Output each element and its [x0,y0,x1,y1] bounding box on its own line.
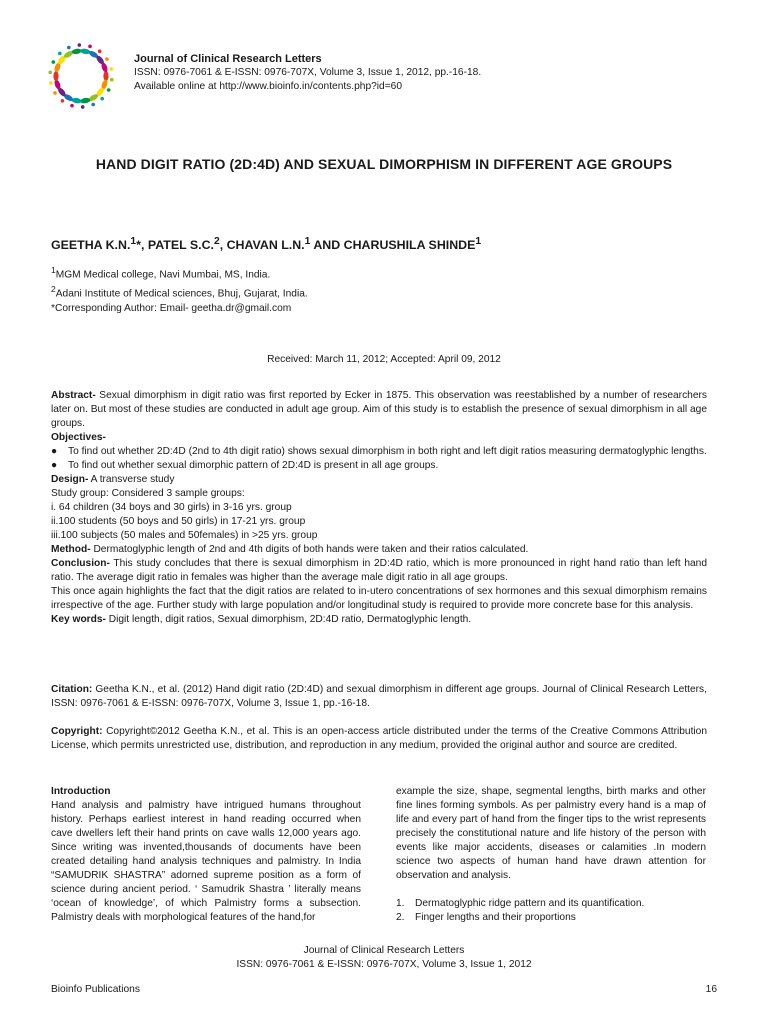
objectives-label: Objectives- [51,432,106,443]
affiliation-number: 2 [51,284,56,295]
copyright-label: Copyright: [51,726,103,737]
logo-figure-head [61,99,65,103]
study-group-item: i. 64 children (34 boys and 30 girls) in 3-16 yrs. group [51,502,292,513]
keywords-label: Key words- [51,614,106,625]
introduction-heading: Introduction [51,786,111,797]
study-group-line: Study group: Considered 3 sample groups: [51,488,245,499]
logo-figure-head [52,60,56,64]
list-text: Finger lengths and their proportions [415,912,576,923]
copyright-text: Copyright©2012 Geetha K.N., et al. This is an open-access article distributed under the terms of the Creative Commons Attribution License, which permits unrestricted use, distribution, and reproduction in any medium, provided the original author and source are credited. [51,726,707,751]
method-paragraph [51,543,707,557]
conclusion-label: Conclusion- [51,558,110,569]
author-affiliation-mark: 1 [475,236,482,247]
author-name: CHAVAN L.N. [226,238,305,253]
list-item [396,897,706,911]
design-paragraph [51,473,707,487]
introduction-right-column [396,785,706,925]
journal-title: Journal of Clinical Research Letters [134,53,322,65]
logo-figure [71,97,82,104]
logo-figure-head [81,105,85,109]
bullet-icon: ● [51,460,58,471]
method-text: Dermatoglyphic length of 2nd and 4th digits of both hands were taken and their ratios calculated. [90,544,529,555]
author-separator: , [219,238,227,253]
logo-figure-head [48,70,52,74]
logo-figure-head [100,97,104,101]
keywords-text: Digit length, digit ratios, Sexual dimorphism, 2D:4D ratio, Dermatoglyphic length. [105,614,472,625]
received-accepted-dates: Received: March 11, 2012; Accepted: April 09, 2012 [267,354,501,365]
design-text: A transverse study [88,474,175,485]
logo-figure [80,97,91,104]
logo-figure-head [70,104,74,108]
citation-text: Geetha K.N., et al. (2012) Hand digit ratio (2D:4D) and sexual dimorphism in different age groups. Journal of Clinical Research Letters, ISSN: 0976-7061 & E-ISSN: 0976-707X, Volume 3, Issue 1, pp.-16-18. [51,684,707,709]
journal-issn: ISSN: 0976-7061 & E-ISSN: 0976-707X, Volume 3, Issue 1, 2012, pp.-16-18. [134,67,482,78]
conclusion-paragraph [51,557,707,585]
page-number: 16 [705,984,717,995]
study-group-item: iii.100 subjects (50 males and 50females) in >25 yrs. group [51,530,318,541]
journal-online-link[interactable]: Available online at http://www.bioinfo.in/contents.php?id=60 [134,81,402,92]
logo-figure [80,48,91,55]
author-affiliation-mark: 2 [213,236,220,247]
corresponding-author: *Corresponding Author: Email- geetha.dr@gmail.com [51,302,292,314]
article-title: HAND DIGIT RATIO (2D:4D) AND SEXUAL DIMORPHISM IN DIFFERENT AGE GROUPS [95,156,673,172]
conclusion-paragraph-2: This once again highlights the fact that the digit ratios are related to in-utero concentrations of sex hormones and this sexual dimorphism remains irrespective of the age. Further study with large population and/or longitudinal study is required to provide more concrete base for this analysis. [51,586,707,611]
affiliation-number: 1 [51,265,56,275]
copyright-section [51,725,707,753]
author-name: PATEL S.C. [147,238,214,253]
footer-journal: Journal of Clinical Research Letters [303,945,465,956]
footer-issn: ISSN: 0976-7061 & E-ISSN: 0976-707X, Volume 3, Issue 1, 2012 [236,959,532,970]
introduction-left-column [51,785,361,925]
objective-item [51,445,707,459]
affiliation-item [51,263,308,282]
logo-figure-head [107,88,111,92]
affiliation-item [51,282,308,301]
footer-publisher: Bioinfo Publications [51,984,140,995]
bullet-icon: ● [51,446,58,457]
list-number: 2. [396,912,405,923]
logo-figure-head [78,43,82,47]
corresponding-mark: * [136,238,141,253]
author-list [51,236,481,252]
list-number: 1. [396,898,405,909]
author-affiliation-mark: 1 [304,236,311,247]
objective-text: To find out whether 2D:4D (2nd to 4th digit ratio) shows sexual dimorphism in both right and left digit ratios measuring dermatoglyphic lengths. [68,446,707,457]
logo-figure-head [109,67,113,71]
journal-header [134,52,481,94]
citation-section [51,683,707,711]
keywords-paragraph [51,613,707,627]
logo-figure-head [53,91,57,95]
author-name: GEETHA K.N. [51,238,131,253]
logo-figure-head [49,81,53,85]
logo-figure-head [110,78,114,82]
affiliations [51,263,308,316]
objective-text: To find out whether sexual dimorphic pattern of 2D:4D is present in all age groups. [68,460,439,471]
introduction-text-right: example the size, shape, segmental lengths, birth marks and other fine lines forming symbols. As per palmistry every hand is a map of life and every part of hand from the finger tips to the wrist represents precisely the constitutional nature and life history of the person with events like major accidents, diseases or calamities .In modern science two aspects of human hand have drawn attention for observation and analysis. [396,786,706,881]
abstract-label: Abstract- [51,390,96,401]
logo-figure [53,71,58,81]
author-separator: , [140,238,148,253]
introduction-text-left: Hand analysis and palmistry have intrigued humans throughout history. Perhaps earliest interest in hand reading occurred when cave dwellers left their hand prints on cave walls 12,000 years ago. Since writing was invented,thousands of documents have been created detailing hand analysis techniques and palmistry. In India “SAMUDRIK SHASTRA” adorned supreme position as a form of science during ancient period. ‘ Samudrik Shastra ’ literally means ‘ocean of knowledge’, of which Palmistry forms a subsection. Palmistry deals with morphological features of the hand,for [51,800,361,923]
logo-figure-head [105,57,109,61]
objective-item [51,459,707,473]
abstract-text: Sexual dimorphism in digit ratio was first reported by Ecker in 1875. This observation was reestablished by a number of researchers later on. But most of these studies are conducted in adult age group. Aim of this study is to establish the presence of sexual dimorphism in all age groups. [51,390,707,429]
logo-figure-head [67,46,71,50]
list-text: Dermatoglyphic ridge pattern and its quantification. [415,898,645,909]
design-label: Design- [51,474,89,485]
author-name: CHARUSHILA SHINDE [343,238,476,253]
citation-label: Citation: [51,684,93,695]
conclusion-text: This study concludes that there is sexual dimorphism in 2D:4D ratio, which is more pronounced in right hand ratio than left hand ratio. The average digit ratio in females was higher than the average male digit ratio in all age groups. [51,558,707,583]
affiliation-text: MGM Medical college, Navi Mumbai, MS, India. [55,269,271,281]
logo-figure-head [98,49,102,53]
list-item [396,911,706,925]
logo-figure-head [58,52,62,56]
author-affiliation-mark: 1 [130,236,137,247]
study-group-item: ii.100 students (50 boys and 50 girls) in 17-21 yrs. group [51,516,306,527]
author-separator: AND [310,238,344,253]
page-footer [0,944,768,972]
journal-logo-icon [47,42,115,110]
logo-figure [103,71,108,81]
affiliation-text: Adani Institute of Medical sciences, Bhuj, Gujarat, India. [55,288,308,300]
logo-figure [71,48,82,55]
abstract-paragraph [51,389,707,431]
method-label: Method- [51,544,91,555]
abstract-section [51,389,707,627]
logo-figure-head [91,103,95,107]
logo-figure-head [88,45,92,49]
